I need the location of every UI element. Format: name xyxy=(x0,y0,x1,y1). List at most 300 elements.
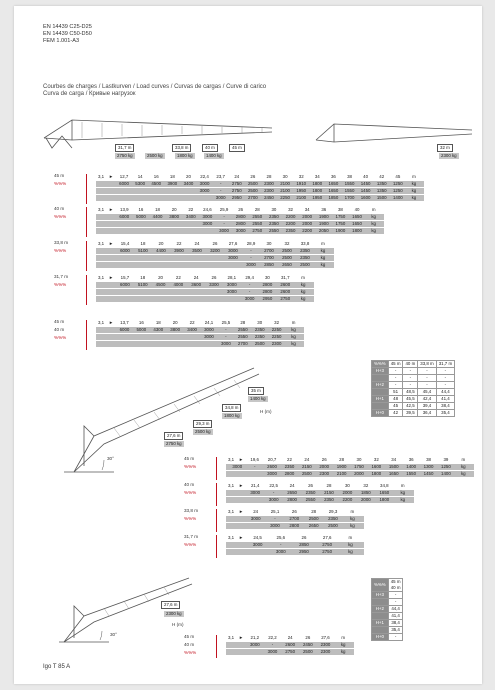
height-value: 41,4 xyxy=(436,396,454,403)
load-cell: kg xyxy=(291,327,296,332)
distance-cell: m xyxy=(350,509,355,514)
load-cell: 2500 xyxy=(308,516,319,521)
radius-label: 40 m xyxy=(184,482,195,487)
distance-cell: 25,6 xyxy=(276,535,286,540)
hook-icon xyxy=(86,174,92,204)
load-cell: 3400 xyxy=(185,214,196,219)
load-cell: 2000 xyxy=(360,497,371,502)
distance-cell: m xyxy=(348,535,353,540)
load-cell: 2450 xyxy=(302,642,313,647)
height-value: 35,4 xyxy=(388,627,403,634)
load-cell: kg xyxy=(340,649,346,654)
height-step-label xyxy=(372,403,389,410)
load-cell: 2250 xyxy=(271,327,282,332)
bottom-label: 27,6 m xyxy=(161,601,180,609)
distance-cell: 32 xyxy=(373,457,379,462)
load-cell: 2550 xyxy=(237,327,248,332)
load-cell: 3000 xyxy=(267,471,277,476)
radius-label: 33,8 m xyxy=(184,508,199,513)
load-cell: 4500 xyxy=(155,282,166,287)
load-cell: 2750 xyxy=(231,188,242,193)
load-cell: 1450 xyxy=(360,181,371,186)
distance-cell: 27,6 xyxy=(321,635,330,640)
mid-load-3: 2500 kg xyxy=(195,429,211,434)
distance-cell: 34 xyxy=(391,457,397,462)
load-cell: 3000 xyxy=(204,334,214,339)
load-cell: 2650 xyxy=(308,523,319,528)
distance-cell: 22,5 xyxy=(269,483,278,488)
height-value: - xyxy=(403,368,418,375)
load-cell: 2600 xyxy=(285,642,296,647)
load-cell: 3800 xyxy=(170,327,181,332)
radius-label: 33,8 m xyxy=(54,240,69,245)
standard-2: EN 14439 C50-D50 xyxy=(43,31,92,37)
distance-cell: 36 xyxy=(321,207,327,212)
distance-cell: 23,7 xyxy=(216,174,225,179)
load-cell: 6000 xyxy=(120,282,130,287)
load-cell: 3000 xyxy=(204,327,214,332)
distance-cell: 27,6 xyxy=(322,535,332,540)
load-cell: 2600 xyxy=(280,289,291,294)
load-cell: 3000 xyxy=(228,248,238,253)
start-distance: 3,1 xyxy=(227,509,235,514)
start-distance: 3,1 xyxy=(97,275,105,280)
start-distance: 3,1 xyxy=(97,207,105,212)
distance-cell: m xyxy=(400,483,405,488)
load-cell: 2500 xyxy=(300,262,310,267)
page xyxy=(14,6,482,684)
load-cell: 3000 xyxy=(202,221,213,226)
load-cell: - xyxy=(253,464,256,469)
section-title-1: Courbes de charges / Lastkurven / Load curves / Curvas de cargas / Curve di carico xyxy=(43,84,267,90)
load-cell: 3000 xyxy=(270,523,280,528)
hook-icon xyxy=(216,509,222,532)
load-cell: 1500 xyxy=(388,464,399,469)
height-step-label: H+2 xyxy=(372,606,389,613)
load-cell: 2500 xyxy=(254,341,265,346)
load-cell: 2650 xyxy=(282,262,292,267)
distance-cell: m xyxy=(412,174,416,179)
distance-cell: 34 xyxy=(314,174,320,179)
load-cell: 1650 xyxy=(352,221,362,226)
load-cell: 2750 xyxy=(322,542,333,547)
load-cell: 5100 xyxy=(137,282,148,287)
distance-cell: 25,9 xyxy=(219,207,229,212)
distance-cell: 34 xyxy=(304,207,310,212)
load-cell: 1600 xyxy=(371,464,382,469)
height-value: - xyxy=(388,368,403,375)
ht2-col-0: 45 m xyxy=(390,579,401,584)
distance-cell: 26 xyxy=(238,207,244,212)
distance-cell: 22,4 xyxy=(200,174,209,179)
slewing-icon: %%% xyxy=(184,650,197,655)
mid-load-1: 1400 kg xyxy=(250,396,266,401)
top-right-load: 2300 kg xyxy=(441,153,457,158)
load-cell: 2850 xyxy=(264,262,274,267)
load-cell: 2500 xyxy=(302,649,313,654)
distance-cell: 32 xyxy=(288,207,293,212)
load-cell: 2300 xyxy=(320,649,331,654)
load-cell: 1900 xyxy=(336,464,347,469)
distance-cell: 36 xyxy=(408,457,414,462)
distance-cell: m xyxy=(291,320,296,325)
load-cell: 3000 xyxy=(267,649,278,654)
load-cell: kg xyxy=(411,195,417,200)
load-cell: 2250 xyxy=(280,195,290,200)
height-value: - xyxy=(403,382,418,389)
load-cell: 3000 xyxy=(221,341,231,346)
load-cell: 1250 xyxy=(392,181,403,186)
distance-cell: 28,9 xyxy=(246,241,256,246)
start-distance: 3,1 xyxy=(227,535,235,540)
load-cell: 2350 xyxy=(254,334,265,339)
load-cell: 2500 xyxy=(282,248,292,253)
load-cell: 2800 xyxy=(289,523,300,528)
load-cell: 1850 xyxy=(360,490,371,495)
distance-cell: 32 xyxy=(284,241,290,246)
load-cell: 3000 xyxy=(202,214,213,219)
slewing-icon: %%% xyxy=(54,282,67,287)
distance-cell: 16 xyxy=(153,174,159,179)
distance-cell: 15,4 xyxy=(120,241,130,246)
load-cell: 6000 xyxy=(119,327,130,332)
load-cell: 2450 xyxy=(264,195,274,200)
distance-cell: 22 xyxy=(189,320,195,325)
load-cell: 3000 xyxy=(246,262,256,267)
load-cell: 3300 xyxy=(209,282,219,287)
load-cell: 1800 xyxy=(352,228,362,233)
distance-cell: 26 xyxy=(250,174,256,179)
load-cell: 4500 xyxy=(151,181,162,186)
height-value: 45 xyxy=(388,403,403,410)
load-cell: kg xyxy=(348,542,353,547)
distance-cell: 26 xyxy=(321,457,327,462)
distance-cell: 15,7 xyxy=(120,275,130,280)
load-cell: 5000 xyxy=(136,214,146,219)
distance-cell: 25,5 xyxy=(221,320,231,325)
distance-cell: 12,7 xyxy=(119,174,129,179)
height-table-icon: %%% xyxy=(372,361,389,368)
distance-cell: 29,4 xyxy=(245,275,254,280)
distance-cell: 18 xyxy=(155,207,160,212)
mid-load-2: 1800 kg xyxy=(224,413,240,418)
distance-cell: 26 xyxy=(308,483,313,488)
load-cell: 3000 xyxy=(199,188,210,193)
ht1-col-3: 31,7 m xyxy=(436,361,454,368)
distance-cell: 36 xyxy=(330,174,336,179)
top-load-3: 1800 kg xyxy=(177,153,193,158)
distance-cell: 24,1 xyxy=(204,320,214,325)
distance-cell: 29,3 xyxy=(328,509,338,514)
height-value: - xyxy=(436,375,454,382)
load-cell: 5000 xyxy=(136,327,147,332)
load-cell: 2350 xyxy=(305,490,316,495)
load-cell: 2800 xyxy=(235,214,246,219)
load-cell: 3800 xyxy=(169,214,180,219)
load-cell: 3000 xyxy=(226,289,237,294)
arrow-icon: ► xyxy=(108,241,114,246)
load-cell: kg xyxy=(300,296,306,301)
hook-icon xyxy=(86,275,92,305)
distance-cell: 30 xyxy=(271,207,277,212)
distance-cell: 32 xyxy=(298,174,304,179)
distance-cell: 42 xyxy=(379,174,385,179)
hook-icon xyxy=(216,457,222,480)
load-cell: 2800 xyxy=(235,221,246,226)
distance-cell: 18 xyxy=(155,320,161,325)
distance-cell: 28,1 xyxy=(227,275,237,280)
arrow-icon: ► xyxy=(238,457,244,462)
arrow-icon: ► xyxy=(108,320,114,325)
load-cell: 2500 xyxy=(282,255,292,260)
load-cell: 2350 xyxy=(284,464,295,469)
distance-cell: 28 xyxy=(266,174,272,179)
load-cell: 6000 xyxy=(119,214,130,219)
load-cell: 1650 xyxy=(352,214,362,219)
load-cell: 3000 xyxy=(215,195,226,200)
load-cell: 2300 xyxy=(264,188,274,193)
mid-h-label: H (m) xyxy=(260,409,272,414)
load-cell: kg xyxy=(350,523,355,528)
distance-cell: 22,2 xyxy=(268,635,277,640)
load-cell: 2550 xyxy=(237,334,248,339)
distance-cell: 14 xyxy=(137,174,143,179)
load-cell: 2100 xyxy=(336,471,347,476)
height-value: - xyxy=(403,375,418,382)
load-cell: 2500 xyxy=(328,523,338,528)
load-cell: 1950 xyxy=(296,188,307,193)
ht2-col-1: 40 m xyxy=(390,585,401,590)
load-cell: kg xyxy=(340,642,346,647)
load-cell: 2600 xyxy=(280,282,291,287)
load-cell: 1400 xyxy=(441,471,451,476)
load-cell: 2750 xyxy=(252,228,263,233)
load-cell: 3000 xyxy=(250,516,261,521)
load-cell: kg xyxy=(460,471,466,476)
radius-label: 40 m xyxy=(54,206,65,211)
load-cell: 2350 xyxy=(300,255,310,260)
top-label-4: 45 m xyxy=(229,144,245,152)
load-cell: 2100 xyxy=(280,181,290,186)
section-title-2: Curva de carga / Кривые нагрузок xyxy=(43,91,136,97)
distance-cell: 32 xyxy=(274,320,280,325)
load-cell: 2000 xyxy=(302,221,313,226)
height-step-label xyxy=(372,627,389,634)
load-cell: 1550 xyxy=(406,471,417,476)
load-cell: - xyxy=(248,282,251,287)
distance-cell: 28 xyxy=(311,509,317,514)
load-cell: kg xyxy=(400,490,406,495)
distance-cell: 22 xyxy=(176,241,182,246)
height-value: - xyxy=(388,599,403,606)
distance-cell: 28 xyxy=(339,457,345,462)
load-cell: 2550 xyxy=(252,214,263,219)
height-value: - xyxy=(388,634,403,641)
load-cell: 2700 xyxy=(237,341,248,346)
ht1-col-2: 33,8 m xyxy=(418,361,436,368)
load-cell: 1450 xyxy=(360,188,371,193)
load-cell: 6000 xyxy=(120,248,130,253)
height-step-label: H+3 xyxy=(372,592,389,599)
load-cell: 1900 xyxy=(318,221,329,226)
distance-cell: 13,7 xyxy=(120,320,129,325)
height-value: 39,5 xyxy=(403,410,418,417)
load-cell: kg xyxy=(291,334,296,339)
load-cell: - xyxy=(225,334,227,339)
load-cell: 2600 xyxy=(267,464,277,469)
top-load-2: 2500 kg xyxy=(147,153,163,158)
top-load-4: 1400 kg xyxy=(206,153,222,158)
distance-cell: 24 xyxy=(193,275,199,280)
load-cell: 2200 xyxy=(302,228,313,233)
load-cell: 2800 xyxy=(262,282,273,287)
distance-cell: m xyxy=(461,457,466,462)
load-cell: 1700 xyxy=(344,195,355,200)
load-cell: 2550 xyxy=(305,497,316,502)
height-value: 51 xyxy=(388,389,403,396)
load-cell: 2350 xyxy=(269,221,279,226)
load-cell: 2000 xyxy=(302,214,313,219)
load-cell: 3000 xyxy=(232,464,243,469)
start-distance: 3,1 xyxy=(227,635,235,640)
radius-label: 31,7 m xyxy=(184,534,199,539)
load-cell: - xyxy=(248,289,251,294)
load-cell: 2150 xyxy=(324,490,334,495)
load-cell: 2300 xyxy=(264,181,274,186)
load-cell: - xyxy=(223,214,225,219)
load-cell: 3000 xyxy=(228,255,238,260)
top-load-1: 2750 kg xyxy=(117,153,133,158)
load-cell: kg xyxy=(291,341,296,346)
distance-cell: 30 xyxy=(344,483,350,488)
arrow-icon: ► xyxy=(108,275,114,280)
height-value: 36,4 xyxy=(418,410,436,417)
load-cell: - xyxy=(274,516,276,521)
slewing-icon: %%% xyxy=(54,181,67,186)
load-cell: - xyxy=(219,188,222,193)
load-cell: 2700 xyxy=(247,195,258,200)
distance-cell: 21,4 xyxy=(250,483,260,488)
load-cell: - xyxy=(250,248,252,253)
load-cell: kg xyxy=(460,464,466,469)
distance-cell: 45 xyxy=(395,174,401,179)
standard-1: EN 14439 C25-D25 xyxy=(43,24,92,30)
load-cell: 2700 xyxy=(289,516,300,521)
load-cell: 3000 xyxy=(244,296,255,301)
load-cell: 1650 xyxy=(388,471,399,476)
distance-cell: 20 xyxy=(158,275,163,280)
load-cell: kg xyxy=(371,221,376,226)
load-cell: 1800 xyxy=(312,181,323,186)
load-cell: kg xyxy=(320,262,326,267)
standard-3: FEM 1.001-A3 xyxy=(43,38,80,44)
height-value: 42,5 xyxy=(403,403,418,410)
distance-cell: 18 xyxy=(140,275,146,280)
load-cell: kg xyxy=(320,255,326,260)
load-cell: 3400 xyxy=(183,181,194,186)
load-cell: - xyxy=(225,327,227,332)
hook-icon xyxy=(86,207,92,237)
bottom-load: 2300 kg xyxy=(166,611,182,616)
load-cell: 2750 xyxy=(285,649,296,654)
load-cell: 1650 xyxy=(328,188,339,193)
distance-cell: 28 xyxy=(326,483,332,488)
load-cell: - xyxy=(272,490,275,495)
load-cell: 2500 xyxy=(247,188,258,193)
load-cell: 1600 xyxy=(360,195,371,200)
load-cell: 3600 xyxy=(191,282,202,287)
load-cell: 4000 xyxy=(173,282,184,287)
load-cell: 1300 xyxy=(423,464,434,469)
distance-cell: 22 xyxy=(287,457,292,462)
load-cell: 2350 xyxy=(300,248,310,253)
bottom-angle: 30° xyxy=(110,632,117,637)
height-value: 48,5 xyxy=(403,389,418,396)
start-distance: 3,1 xyxy=(97,174,105,179)
load-cell: 2800 xyxy=(262,289,273,294)
distance-cell: m xyxy=(371,207,376,212)
load-cell: 1800 xyxy=(312,188,323,193)
distance-cell: 20,7 xyxy=(267,457,277,462)
top-right-label: 32 m xyxy=(437,144,453,152)
radius-label: 45 m xyxy=(54,319,65,324)
distance-cell: 16 xyxy=(138,320,144,325)
load-cell: 2300 xyxy=(319,471,330,476)
load-cell: 2350 xyxy=(328,516,338,521)
distance-cell: 31,7 xyxy=(280,275,290,280)
load-cell: 2700 xyxy=(264,248,274,253)
load-cell: 2500 xyxy=(247,181,258,186)
load-cell: 2950 xyxy=(299,549,309,554)
load-cell: 3000 xyxy=(250,490,261,495)
radius-label: 40 m xyxy=(54,327,65,332)
load-cell: 3400 xyxy=(187,327,197,332)
radius-label: 40 m xyxy=(184,642,195,647)
distance-cell: 24 xyxy=(289,483,295,488)
load-cell: 3500 xyxy=(192,248,202,253)
load-cell: 3000 xyxy=(268,497,279,502)
distance-cell: m xyxy=(341,635,345,640)
height-step-label xyxy=(372,613,389,620)
height-step-label: H+1 xyxy=(372,620,389,627)
start-distance: 3,1 xyxy=(97,320,105,325)
load-cell: 3000 xyxy=(199,181,210,186)
hook-icon xyxy=(86,241,92,271)
distance-cell: 40 xyxy=(354,207,360,212)
start-distance: 3,1 xyxy=(227,457,235,462)
mid-label-4: 27,6 m xyxy=(164,432,183,440)
distance-cell: 18 xyxy=(140,241,146,246)
distance-cell: 38 xyxy=(347,174,352,179)
distance-cell: 24 xyxy=(253,509,259,514)
load-cell: 2100 xyxy=(296,195,307,200)
load-cell: 3000 xyxy=(252,542,263,547)
load-cell: 1250 xyxy=(441,464,451,469)
distance-cell: 30 xyxy=(282,174,288,179)
slewing-icon: %%% xyxy=(54,248,67,253)
height-step-label xyxy=(372,375,389,382)
arrow-icon: ► xyxy=(238,635,244,640)
distance-cell: 33,8 xyxy=(300,241,310,246)
load-cell: 1350 xyxy=(376,181,387,186)
distance-cell: 34,8 xyxy=(380,483,389,488)
distance-cell: 19,6 xyxy=(250,457,259,462)
load-cell: kg xyxy=(300,289,306,294)
hook-icon xyxy=(216,635,222,658)
distance-cell: m xyxy=(301,275,305,280)
height-step-label: H+1 xyxy=(372,396,389,403)
height-value: - xyxy=(436,382,454,389)
